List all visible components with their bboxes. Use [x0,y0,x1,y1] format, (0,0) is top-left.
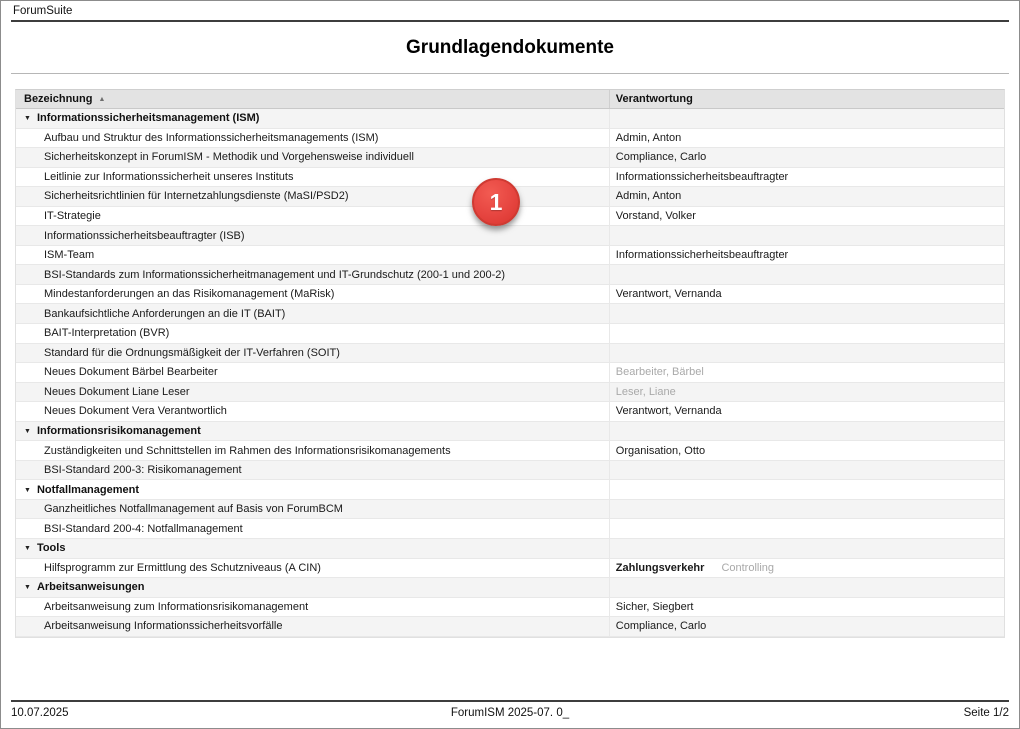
annotation-badge-1 [472,178,520,226]
row-name-cell [16,383,609,402]
row-responsibility [609,148,1004,167]
row-name-cell [16,304,609,323]
sort-asc-icon[interactable]: ▲ [98,96,106,103]
table-row[interactable] [16,285,1004,305]
row-name-cell [16,148,609,167]
table-row[interactable] [16,129,1004,149]
row-label: BAIT-Interpretation (BVR) [44,327,170,340]
row-responsibility [609,246,1004,265]
row-responsibility [609,285,1004,304]
row-label: Arbeitsanweisungen [36,581,145,594]
row-name-cell [16,246,609,265]
row-responsibility [609,559,1004,578]
table-row[interactable] [16,226,1004,246]
footer-date: 10.07.2025 [11,707,69,719]
table-row[interactable] [16,539,1004,559]
responsibility-text: Verantwort, Vernanda [615,405,722,418]
table-row[interactable] [16,383,1004,403]
title-section [11,22,1009,74]
table-row[interactable] [16,578,1004,598]
table-row[interactable] [16,461,1004,481]
collapse-caret-icon[interactable]: ▼ [24,428,31,436]
responsibility-text: Admin, Anton [615,131,682,144]
row-name-cell [16,324,609,343]
responsibility-text: Vorstand, Volker [615,210,696,222]
brand-text: ForumSuite [13,5,73,17]
row-label: Neues Dokument Vera Verantwortlich [44,405,227,418]
footer-document-id: ForumISM 2025-07. 0_ [450,707,570,719]
row-label: Aufbau und Struktur des Informationssicherheitsmanagements (ISM) [44,131,379,144]
row-responsibility [609,383,1004,402]
responsibility-text: Organisation, Otto [615,444,706,457]
row-label: ISM-Team [44,249,95,262]
row-label: BSI-Standards zum Informationssicherheitmanagement und IT-Grundschutz (200-1 und 200-2) [44,268,506,281]
brand-bar [11,1,1009,22]
responsibility-text: Controlling [721,561,775,574]
row-name-cell [16,539,609,558]
table-row[interactable] [16,109,1004,129]
responsibility-text: Admin, Anton [615,190,682,203]
row-name-cell [16,265,609,284]
row-name-cell [16,422,609,441]
row-responsibility [609,324,1004,343]
responsibility-text: Leser, Liane [615,385,676,398]
row-label: Mindestanforderungen an das Risikomanagement (MaRisk) [44,288,335,301]
column-header-bezeichnung[interactable] [16,90,609,108]
row-name-cell [16,559,609,578]
table-row[interactable] [16,500,1004,520]
collapse-caret-icon[interactable]: ▼ [24,486,31,494]
row-name-cell [16,344,609,363]
row-label: Zuständigkeiten und Schnittstellen im Rahmen des Informationsrisikomanagements [44,444,451,457]
page-title: Grundlagendokumente [406,37,614,58]
row-responsibility [609,519,1004,538]
collapse-caret-icon[interactable]: ▼ [24,545,31,553]
row-label: Bankaufsichtliche Anforderungen an die IT (BAIT) [44,307,286,320]
row-name-cell [16,598,609,617]
footer-page-number: Seite 1/2 [963,707,1009,719]
row-name-cell [16,129,609,148]
table-row[interactable] [16,480,1004,500]
row-responsibility [609,304,1004,323]
footer [11,700,1009,719]
row-name-cell [16,168,609,187]
row-responsibility [609,109,1004,128]
row-label: Neues Dokument Bärbel Bearbeiter [44,366,218,379]
row-label: IT-Strategie [44,210,101,222]
row-label: Hilfsprogramm zur Ermittlung des Schutzniveaus (A CIN) [44,561,321,574]
row-responsibility [609,598,1004,617]
row-name-cell [16,402,609,421]
row-label: Neues Dokument Liane Leser [44,385,190,398]
row-name-cell [16,480,609,499]
table-row[interactable] [16,246,1004,266]
collapse-caret-icon[interactable]: ▼ [24,584,31,592]
row-responsibility [609,363,1004,382]
column-header-verantwortung[interactable] [609,90,1004,108]
row-name-cell [16,617,609,636]
table-header-row [16,90,1004,109]
row-responsibility [609,207,1004,226]
row-label: BSI-Standard 200-4: Notfallmanagement [44,522,243,535]
row-name-cell [16,109,609,128]
responsibility-text: Sicher, Siegbert [615,600,694,613]
responsibility-text: Zahlungsverkehr [615,561,705,574]
documents-table [15,89,1005,638]
responsibility-text: Informationssicherheitsbeauftragter [615,249,789,262]
row-responsibility [609,226,1004,245]
column-header-label: Verantwortung [615,93,693,105]
table-row[interactable] [16,324,1004,344]
row-responsibility [609,539,1004,558]
row-responsibility [609,422,1004,441]
row-name-cell [16,363,609,382]
row-label: Informationssicherheitsbeauftragter (ISB) [44,229,245,242]
table-row[interactable] [16,598,1004,618]
table-row[interactable] [16,148,1004,168]
row-responsibility [609,578,1004,597]
row-name-cell [16,441,609,460]
table-row[interactable] [16,363,1004,383]
row-responsibility [609,344,1004,363]
row-label: Informationsrisikomanagement [36,425,201,438]
responsibility-text: Compliance, Carlo [615,620,707,633]
row-responsibility [609,500,1004,519]
table-row[interactable] [16,519,1004,539]
row-responsibility [609,168,1004,187]
row-name-cell [16,578,609,597]
row-label: Leitlinie zur Informationssicherheit unseres Instituts [44,170,294,183]
table-row[interactable] [16,422,1004,442]
row-responsibility [609,461,1004,480]
table-row[interactable] [16,265,1004,285]
row-label: Notfallmanagement [36,483,140,496]
row-responsibility [609,402,1004,421]
responsibility-text: Compliance, Carlo [615,151,707,164]
row-responsibility [609,187,1004,206]
row-label: Sicherheitsrichtlinien für Internetzahlungsdienste (MaSI/PSD2) [44,190,349,203]
row-label: Informationssicherheitsmanagement (ISM) [36,112,260,125]
table-row[interactable] [16,559,1004,579]
row-name-cell [16,285,609,304]
responsibility-text: Informationssicherheitsbeauftragter [615,170,789,183]
row-label: Arbeitsanweisung zum Informationsrisikomanagement [44,600,309,613]
row-responsibility [609,129,1004,148]
responsibility-text: Bearbeiter, Bärbel [615,366,704,379]
row-name-cell [16,207,609,226]
table-row[interactable] [16,617,1004,637]
row-label: Arbeitsanweisung Informationssicherheitsvorfälle [44,620,283,633]
row-responsibility [609,480,1004,499]
annotation-badge-label: 1 [489,188,503,215]
row-label: Tools [36,542,66,555]
row-name-cell [16,226,609,245]
row-label: Ganzheitliches Notfallmanagement auf Basis von ForumBCM [44,503,343,516]
row-name-cell [16,461,609,480]
row-label: BSI-Standard 200-3: Risikomanagement [44,464,242,477]
collapse-caret-icon[interactable]: ▼ [24,115,31,123]
table-row[interactable] [16,344,1004,364]
row-responsibility [609,265,1004,284]
row-name-cell [16,500,609,519]
column-header-label: Bezeichnung [24,93,93,105]
row-label: Standard für die Ordnungsmäßigkeit der IT-Verfahren (SOIT) [44,346,340,359]
row-responsibility [609,441,1004,460]
table-row[interactable] [16,304,1004,324]
table-row[interactable] [16,402,1004,422]
row-name-cell [16,519,609,538]
table-row[interactable] [16,441,1004,461]
responsibility-text: Verantwort, Vernanda [615,288,722,301]
row-responsibility [609,617,1004,636]
row-label: Sicherheitskonzept in ForumISM - Methodik und Vorgehensweise individuell [44,151,414,164]
